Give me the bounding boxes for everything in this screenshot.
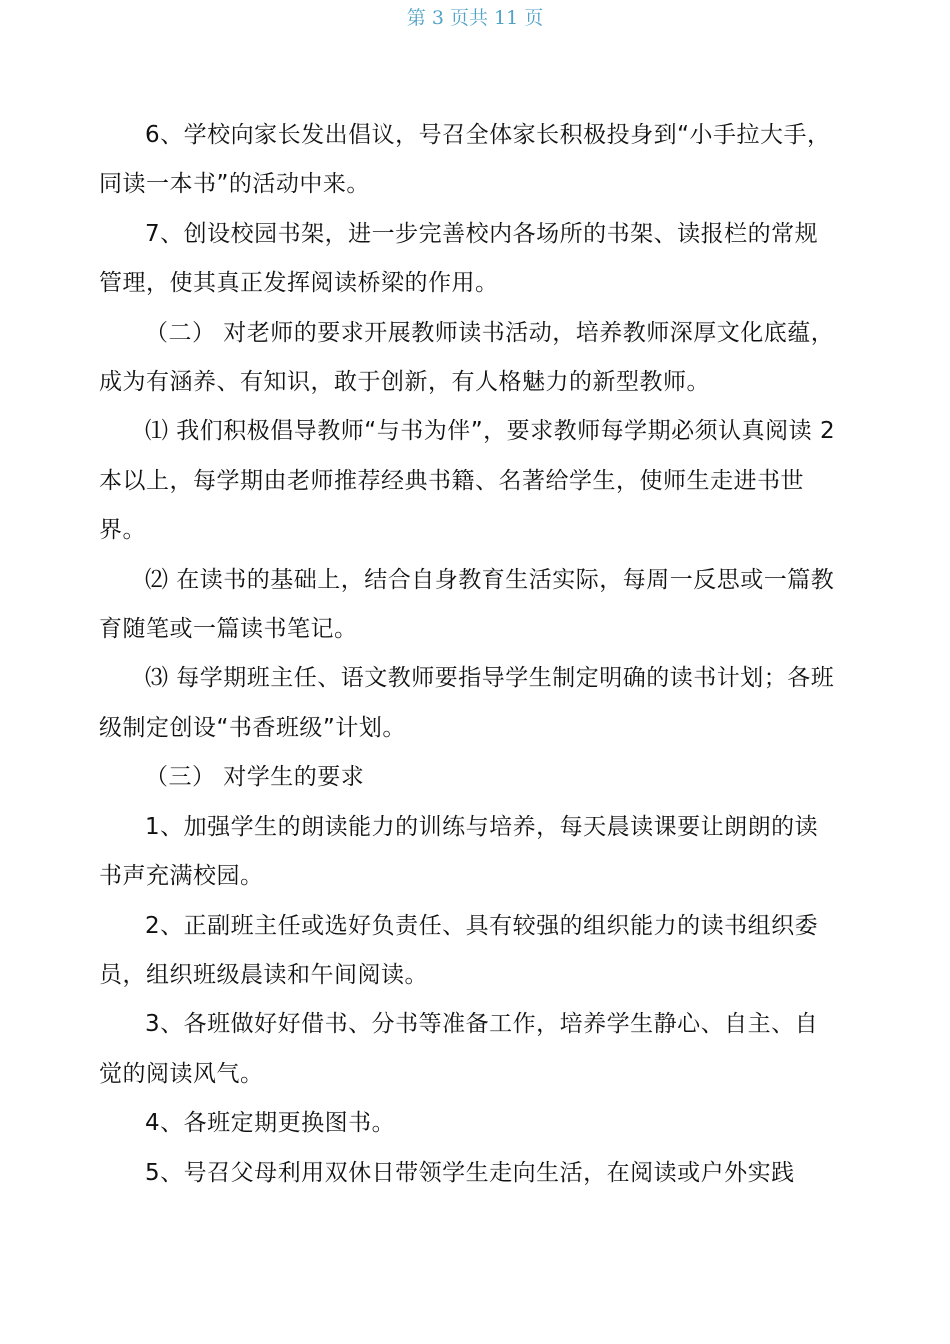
paragraph-7: 7、创设校园书架，进一步完善校内各场所的书架、读报栏的常规管理，使其真正发挥阅读桥梁的作用。 bbox=[99, 220, 819, 297]
section-3-heading: （三） 对学生的要求 bbox=[145, 764, 365, 791]
document-body bbox=[99, 111, 839, 1198]
paragraph-6: 6、学校向家长发出倡议，号召全体家长积极投身到“小手拉大手，同读一本书”的活动中来。 bbox=[99, 122, 831, 198]
student-item-1: 1、加强学生的朗读能力的训练与培养，每天晨读课要让朗朗的读书声充满校园。 bbox=[99, 813, 819, 890]
student-item-3: 3、各班做好好借书、分书等准备工作，培养学生静心、自主、自觉的阅读风气。 bbox=[99, 1011, 819, 1087]
section-2-teachers: （二） 对老师的要求开展教师读书活动，培养教师深厚文化底蕴，成为有涵养、有知识，敢于创新，有人格魅力的新型教师。 bbox=[99, 319, 835, 396]
teacher-item-1: ⑴ 我们积极倡导教师“与书为伴”，要求教师每学期必须认真阅读 2 本以上，每学期由老师推荐经典书籍、名著给学生，使师生走进书世界。 bbox=[99, 418, 836, 544]
teacher-item-3: ⑶ 每学期班主任、语文教师要指导学生制定明确的读书计划；各班级制定创设“书香班级”计划。 bbox=[99, 665, 835, 741]
student-item-5: 5、号召父母利用双休日带领学生走向生活，在阅读或户外实践 bbox=[145, 1159, 795, 1186]
teacher-item-2: ⑵ 在读书的基础上，结合自身教育生活实际，每周一反思或一篇教育随笔或一篇读书笔记。 bbox=[99, 566, 835, 643]
student-item-2: 2、正副班主任或选好负责任、具有较强的组织能力的读书组织委员，组织班级晨读和午间阅读。 bbox=[99, 912, 819, 988]
student-item-4: 4、各班定期更换图书。 bbox=[145, 1110, 396, 1137]
page-indicator: 第 3 页共 11 页 bbox=[406, 7, 544, 29]
